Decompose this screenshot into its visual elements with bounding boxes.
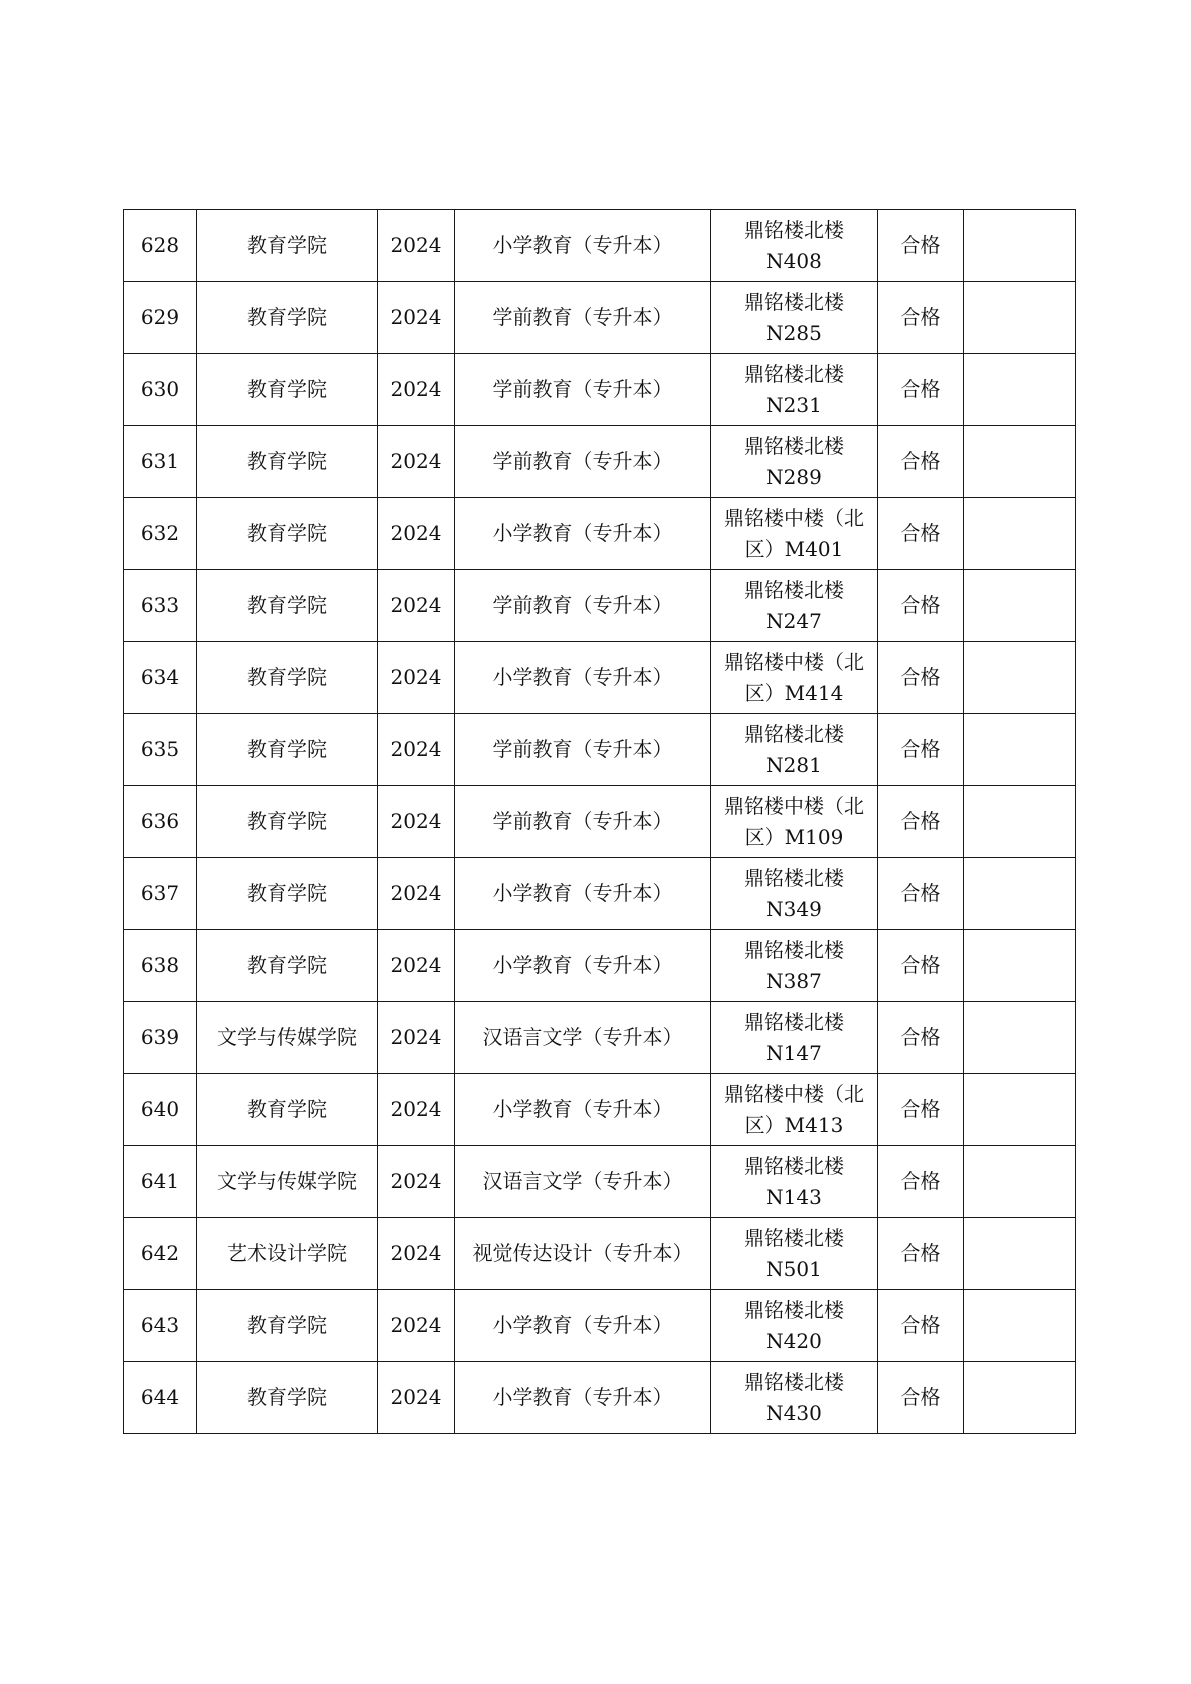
major-cell: 学前教育（专升本） bbox=[455, 426, 711, 498]
table-row bbox=[124, 930, 1076, 1002]
year-cell: 2024 bbox=[378, 1362, 455, 1434]
major-cell: 小学教育（专升本） bbox=[455, 1362, 711, 1434]
year-cell: 2024 bbox=[378, 714, 455, 786]
note-cell bbox=[964, 354, 1076, 426]
result-cell: 合格 bbox=[878, 1290, 964, 1362]
note-cell bbox=[964, 1146, 1076, 1218]
table-row bbox=[124, 210, 1076, 282]
year-cell: 2024 bbox=[378, 1146, 455, 1218]
college-cell: 教育学院 bbox=[197, 858, 378, 930]
major-cell: 汉语言文学（专升本） bbox=[455, 1146, 711, 1218]
table-row bbox=[124, 1146, 1076, 1218]
dorm-room-cell: 鼎铭楼中楼（北 区）M401 bbox=[711, 498, 878, 570]
result-cell: 合格 bbox=[878, 714, 964, 786]
major-cell: 汉语言文学（专升本） bbox=[455, 1002, 711, 1074]
college-cell: 教育学院 bbox=[197, 1074, 378, 1146]
year-cell: 2024 bbox=[378, 282, 455, 354]
row-number: 631 bbox=[124, 426, 197, 498]
major-cell: 小学教育（专升本） bbox=[455, 210, 711, 282]
dorm-room-cell: 鼎铭楼中楼（北 区）M109 bbox=[711, 786, 878, 858]
table-row bbox=[124, 1362, 1076, 1434]
year-cell: 2024 bbox=[378, 930, 455, 1002]
row-number: 644 bbox=[124, 1362, 197, 1434]
row-number: 633 bbox=[124, 570, 197, 642]
major-cell: 小学教育（专升本） bbox=[455, 930, 711, 1002]
note-cell bbox=[964, 570, 1076, 642]
result-cell: 合格 bbox=[878, 210, 964, 282]
year-cell: 2024 bbox=[378, 786, 455, 858]
college-cell: 教育学院 bbox=[197, 714, 378, 786]
college-cell: 教育学院 bbox=[197, 642, 378, 714]
row-number: 632 bbox=[124, 498, 197, 570]
row-number: 636 bbox=[124, 786, 197, 858]
note-cell bbox=[964, 282, 1076, 354]
major-cell: 学前教育（专升本） bbox=[455, 714, 711, 786]
year-cell: 2024 bbox=[378, 642, 455, 714]
result-cell: 合格 bbox=[878, 1074, 964, 1146]
table-row bbox=[124, 1074, 1076, 1146]
note-cell bbox=[964, 426, 1076, 498]
row-number: 635 bbox=[124, 714, 197, 786]
table-row bbox=[124, 858, 1076, 930]
result-cell: 合格 bbox=[878, 1218, 964, 1290]
row-number: 643 bbox=[124, 1290, 197, 1362]
note-cell bbox=[964, 1218, 1076, 1290]
college-cell: 教育学院 bbox=[197, 786, 378, 858]
result-cell: 合格 bbox=[878, 1002, 964, 1074]
dorm-room-cell: 鼎铭楼北楼 N231 bbox=[711, 354, 878, 426]
row-number: 641 bbox=[124, 1146, 197, 1218]
major-cell: 小学教育（专升本） bbox=[455, 1074, 711, 1146]
college-cell: 教育学院 bbox=[197, 282, 378, 354]
dorm-room-cell: 鼎铭楼北楼 N247 bbox=[711, 570, 878, 642]
dorm-room-cell: 鼎铭楼北楼 N387 bbox=[711, 930, 878, 1002]
dorm-room-cell: 鼎铭楼中楼（北 区）M413 bbox=[711, 1074, 878, 1146]
year-cell: 2024 bbox=[378, 570, 455, 642]
year-cell: 2024 bbox=[378, 1290, 455, 1362]
year-cell: 2024 bbox=[378, 354, 455, 426]
note-cell bbox=[964, 1290, 1076, 1362]
year-cell: 2024 bbox=[378, 426, 455, 498]
note-cell bbox=[964, 210, 1076, 282]
result-cell: 合格 bbox=[878, 642, 964, 714]
year-cell: 2024 bbox=[378, 1002, 455, 1074]
major-cell: 学前教育（专升本） bbox=[455, 786, 711, 858]
table-row bbox=[124, 642, 1076, 714]
major-cell: 学前教育（专升本） bbox=[455, 282, 711, 354]
roster-table-body bbox=[124, 210, 1076, 1434]
college-cell: 教育学院 bbox=[197, 426, 378, 498]
note-cell bbox=[964, 714, 1076, 786]
college-cell: 教育学院 bbox=[197, 930, 378, 1002]
result-cell: 合格 bbox=[878, 426, 964, 498]
college-cell: 文学与传媒学院 bbox=[197, 1146, 378, 1218]
year-cell: 2024 bbox=[378, 858, 455, 930]
note-cell bbox=[964, 1362, 1076, 1434]
dorm-room-cell: 鼎铭楼北楼 N289 bbox=[711, 426, 878, 498]
note-cell bbox=[964, 930, 1076, 1002]
dorm-room-cell: 鼎铭楼中楼（北 区）M414 bbox=[711, 642, 878, 714]
result-cell: 合格 bbox=[878, 354, 964, 426]
result-cell: 合格 bbox=[878, 930, 964, 1002]
dorm-room-cell: 鼎铭楼北楼 N143 bbox=[711, 1146, 878, 1218]
dorm-room-cell: 鼎铭楼北楼 N420 bbox=[711, 1290, 878, 1362]
note-cell bbox=[964, 1002, 1076, 1074]
note-cell bbox=[964, 498, 1076, 570]
dorm-room-cell: 鼎铭楼北楼 N147 bbox=[711, 1002, 878, 1074]
note-cell bbox=[964, 642, 1076, 714]
result-cell: 合格 bbox=[878, 282, 964, 354]
year-cell: 2024 bbox=[378, 498, 455, 570]
dorm-room-cell: 鼎铭楼北楼 N349 bbox=[711, 858, 878, 930]
dorm-room-cell: 鼎铭楼北楼 N501 bbox=[711, 1218, 878, 1290]
major-cell: 小学教育（专升本） bbox=[455, 858, 711, 930]
table-row bbox=[124, 786, 1076, 858]
table-row bbox=[124, 282, 1076, 354]
result-cell: 合格 bbox=[878, 858, 964, 930]
row-number: 629 bbox=[124, 282, 197, 354]
result-cell: 合格 bbox=[878, 786, 964, 858]
year-cell: 2024 bbox=[378, 210, 455, 282]
college-cell: 文学与传媒学院 bbox=[197, 1002, 378, 1074]
row-number: 637 bbox=[124, 858, 197, 930]
roster-table bbox=[123, 209, 1076, 1434]
result-cell: 合格 bbox=[878, 1146, 964, 1218]
row-number: 640 bbox=[124, 1074, 197, 1146]
year-cell: 2024 bbox=[378, 1218, 455, 1290]
dorm-room-cell: 鼎铭楼北楼 N408 bbox=[711, 210, 878, 282]
table-row bbox=[124, 354, 1076, 426]
dorm-room-cell: 鼎铭楼北楼 N281 bbox=[711, 714, 878, 786]
college-cell: 教育学院 bbox=[197, 1290, 378, 1362]
major-cell: 小学教育（专升本） bbox=[455, 498, 711, 570]
table-row bbox=[124, 1218, 1076, 1290]
row-number: 630 bbox=[124, 354, 197, 426]
table-row bbox=[124, 1290, 1076, 1362]
major-cell: 学前教育（专升本） bbox=[455, 354, 711, 426]
table-row bbox=[124, 1002, 1076, 1074]
college-cell: 教育学院 bbox=[197, 1362, 378, 1434]
major-cell: 视觉传达设计（专升本） bbox=[455, 1218, 711, 1290]
result-cell: 合格 bbox=[878, 498, 964, 570]
row-number: 639 bbox=[124, 1002, 197, 1074]
note-cell bbox=[964, 1074, 1076, 1146]
table-row bbox=[124, 570, 1076, 642]
result-cell: 合格 bbox=[878, 570, 964, 642]
row-number: 628 bbox=[124, 210, 197, 282]
note-cell bbox=[964, 858, 1076, 930]
dorm-room-cell: 鼎铭楼北楼 N285 bbox=[711, 282, 878, 354]
row-number: 638 bbox=[124, 930, 197, 1002]
year-cell: 2024 bbox=[378, 1074, 455, 1146]
row-number: 634 bbox=[124, 642, 197, 714]
college-cell: 艺术设计学院 bbox=[197, 1218, 378, 1290]
college-cell: 教育学院 bbox=[197, 570, 378, 642]
major-cell: 小学教育（专升本） bbox=[455, 1290, 711, 1362]
note-cell bbox=[964, 786, 1076, 858]
table-row bbox=[124, 714, 1076, 786]
major-cell: 小学教育（专升本） bbox=[455, 642, 711, 714]
college-cell: 教育学院 bbox=[197, 498, 378, 570]
college-cell: 教育学院 bbox=[197, 210, 378, 282]
dorm-room-cell: 鼎铭楼北楼 N430 bbox=[711, 1362, 878, 1434]
major-cell: 学前教育（专升本） bbox=[455, 570, 711, 642]
college-cell: 教育学院 bbox=[197, 354, 378, 426]
table-row bbox=[124, 498, 1076, 570]
row-number: 642 bbox=[124, 1218, 197, 1290]
table-row bbox=[124, 426, 1076, 498]
result-cell: 合格 bbox=[878, 1362, 964, 1434]
